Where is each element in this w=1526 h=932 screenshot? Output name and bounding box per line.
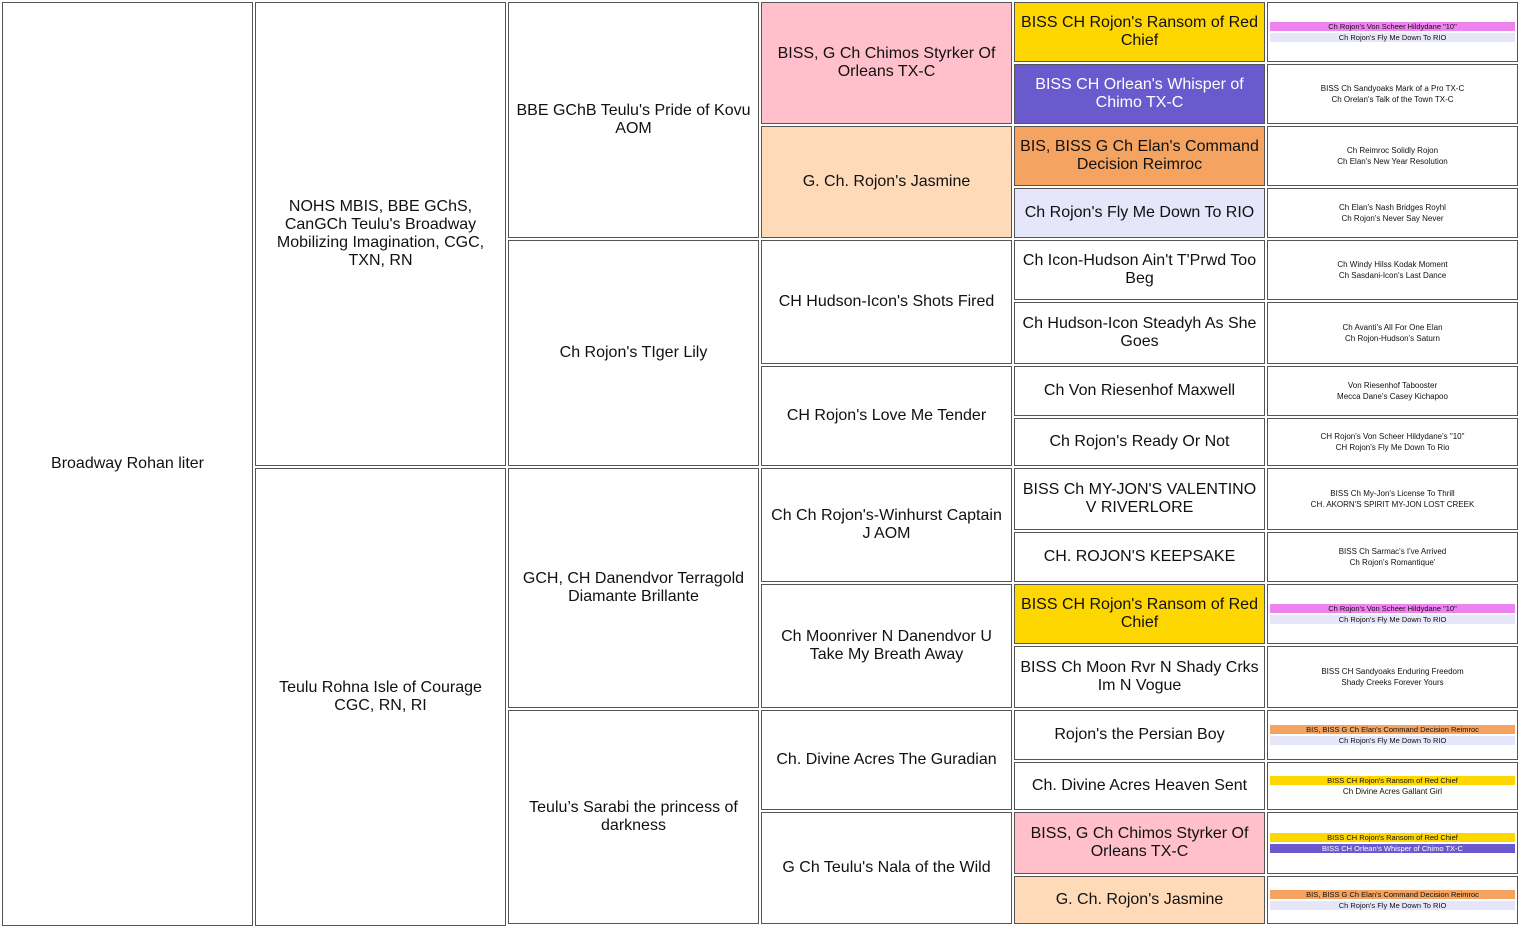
gen6-dam-name: Ch Rojon's Fly Me Down To RIO <box>1270 615 1515 624</box>
dog-name: BISS CH Rojon's Ransom of Red Chief <box>1021 14 1258 49</box>
gen6-sire-name: BISS Ch My-Jon's License To Thrill <box>1330 489 1455 498</box>
gen6-sire-name: Ch Avanti's All For One Elan <box>1342 323 1443 332</box>
gen4-cell <box>761 366 1012 466</box>
dog-name: G. Ch. Rojon's Jasmine <box>802 173 971 191</box>
gen3-cell <box>508 468 759 708</box>
gen6-dam-name: Ch Rojon's Fly Me Down To RIO <box>1270 33 1515 42</box>
gen6-cell <box>1267 762 1518 810</box>
dog-name: BISS, G Ch Chimos Styrker Of Orleans TX-C <box>1030 825 1249 860</box>
dog-name: Ch. Divine Acres Heaven Sent <box>1031 777 1248 795</box>
gen5-cell <box>1014 188 1265 238</box>
gen6-sire-name: BIS, BISS G Ch Elan's Command Decision Reimroc <box>1270 890 1515 899</box>
gen6-cell <box>1267 188 1518 238</box>
gen6-cell <box>1267 418 1518 466</box>
dog-name: BISS CH Rojon's Ransom of Red Chief <box>1021 596 1258 631</box>
gen6-dam-name: Ch Rojon-Hudson's Saturn <box>1345 334 1440 343</box>
gen6-sire-name: CH Rojon's Von Scheer Hildydane's "10" <box>1320 432 1465 441</box>
dog-name: G. Ch. Rojon's Jasmine <box>1055 891 1224 909</box>
dam-cell <box>255 468 506 926</box>
gen5-cell <box>1014 302 1265 364</box>
gen6-dam-name: BISS CH Orlean's Whisper of Chimo TX-C <box>1270 844 1515 853</box>
dog-name: Rojon's the Persian Boy <box>1054 726 1225 744</box>
gen6-dam-name: Ch Sasdani-Icon's Last Dance <box>1338 271 1447 280</box>
dog-name: Teulu Rohna Isle of Courage CGC, RN, RI <box>279 679 482 714</box>
gen4-cell <box>761 584 1012 708</box>
gen5-cell <box>1014 646 1265 708</box>
gen6-cell <box>1267 126 1518 186</box>
gen5-cell <box>1014 126 1265 186</box>
gen4-cell <box>761 812 1012 924</box>
gen6-dam-name: Ch Rojon's Fly Me Down To RIO <box>1270 901 1515 910</box>
gen6-dam-name: Ch Orelan's Talk of the Town TX-C <box>1331 95 1454 104</box>
gen6-cell <box>1267 64 1518 124</box>
gen6-sire-name: Ch Rojon's Von Scheer Hildydane "10" <box>1270 604 1515 613</box>
dog-name: Ch Rojon's Ready Or Not <box>1049 433 1230 451</box>
gen6-sire-name: BIS, BISS G Ch Elan's Command Decision Reimroc <box>1270 725 1515 734</box>
gen6-cell <box>1267 366 1518 416</box>
gen5-cell <box>1014 812 1265 874</box>
dog-name: BISS, G Ch Chimos Styrker Of Orleans TX-C <box>777 45 996 80</box>
gen6-sire-name: Ch Reimroc Solidly Rojon <box>1346 146 1439 155</box>
dog-name: Ch Icon-Hudson Ain't T'Prwd Too Beg <box>1022 252 1257 287</box>
gen6-cell <box>1267 468 1518 530</box>
dog-name: CH. ROJON'S KEEPSAKE <box>1043 548 1236 566</box>
gen6-cell <box>1267 812 1518 874</box>
dog-name: G Ch Teulu's Nala of the Wild <box>782 859 991 877</box>
gen5-cell <box>1014 584 1265 644</box>
gen3-cell <box>508 710 759 924</box>
gen6-dam-name: Shady Creeks Forever Yours <box>1341 678 1444 687</box>
gen6-dam-name: Ch Rojon's Fly Me Down To RIO <box>1270 736 1515 745</box>
gen3-cell <box>508 2 759 238</box>
gen6-sire-name: BISS CH Rojon's Ransom of Red Chief <box>1270 833 1515 842</box>
gen5-cell <box>1014 366 1265 416</box>
gen6-cell <box>1267 302 1518 364</box>
gen5-cell <box>1014 532 1265 582</box>
dog-name: Ch Ch Rojon's-Winhurst Captain J AOM <box>771 507 1002 542</box>
gen5-cell <box>1014 876 1265 924</box>
gen6-sire-name: Ch Rojon's Von Scheer Hildydane "10" <box>1270 22 1515 31</box>
subject-cell <box>2 2 253 926</box>
gen6-dam-name: CH. AKORN'S SPIRIT MY-JON LOST CREEK <box>1310 500 1475 509</box>
gen5-cell <box>1014 762 1265 810</box>
gen4-cell <box>761 240 1012 364</box>
gen6-sire-name: Ch Windy Hilss Kodak Moment <box>1337 260 1448 269</box>
dog-name: CH Rojon's Love Me Tender <box>786 407 987 425</box>
gen5-cell <box>1014 240 1265 300</box>
gen6-sire-name: BISS Ch Sandyoaks Mark of a Pro TX-C <box>1320 84 1465 93</box>
dog-name: BISS Ch MY-JON'S VALENTINO V RIVERLORE <box>1022 481 1257 516</box>
gen6-cell <box>1267 876 1518 924</box>
gen6-dam-name: CH Rojon's Fly Me Down To Rio <box>1335 443 1450 452</box>
dog-name: NOHS MBIS, BBE GChS, CanGCh Teulu's Broadway Mobilizing Imagination, CGC, TXN, RN <box>276 198 485 269</box>
dog-name: BISS CH Orlean's Whisper of Chimo TX-C <box>1035 76 1244 111</box>
gen6-cell <box>1267 2 1518 62</box>
dog-name: CH Hudson-Icon's Shots Fired <box>778 293 995 311</box>
dog-name: BISS Ch Moon Rvr N Shady Crks Im N Vogue <box>1020 659 1259 694</box>
dog-name: Broadway Rohan liter <box>51 455 204 473</box>
gen6-cell <box>1267 584 1518 644</box>
gen6-sire-name: Von Riesenhof Tabooster <box>1347 381 1438 390</box>
gen6-cell <box>1267 240 1518 300</box>
gen4-cell <box>761 2 1012 124</box>
dog-name: Ch Hudson-Icon Steadyh As She Goes <box>1022 315 1257 350</box>
dog-name: Ch Von Riesenhof Maxwell <box>1043 382 1236 400</box>
gen6-dam-name: Ch Rojon's Never Say Never <box>1341 214 1444 223</box>
gen6-cell <box>1267 710 1518 760</box>
gen6-dam-name: Mecca Dane's Casey Kichapoo <box>1337 392 1448 401</box>
gen6-sire-name: BISS CH Sandyoaks Enduring Freedom <box>1321 667 1464 676</box>
gen6-dam-name: Ch Rojon's Romantique' <box>1349 558 1436 567</box>
dog-name: GCH, CH Danendvor Terragold Diamante Brillante <box>522 570 745 605</box>
dog-name: Ch Moonriver N Danendvor U Take My Breath Away <box>781 628 992 663</box>
sire-cell <box>255 2 506 466</box>
gen5-cell <box>1014 468 1265 530</box>
gen6-sire-name: BISS Ch Sarmac's I've Arrived <box>1338 547 1447 556</box>
gen4-cell <box>761 126 1012 238</box>
dog-name: BIS, BISS G Ch Elan's Command Decision Reimroc <box>1020 138 1259 173</box>
gen5-cell <box>1014 2 1265 62</box>
gen6-sire-name: Ch Elan's Nash Bridges Royhl <box>1339 203 1446 212</box>
gen6-cell <box>1267 646 1518 708</box>
dog-name: Ch. Divine Acres The Guradian <box>776 751 997 769</box>
dog-name: Teulu’s Sarabi the princess of darkness <box>529 799 738 834</box>
gen5-cell <box>1014 64 1265 124</box>
gen4-cell <box>761 710 1012 810</box>
gen5-cell <box>1014 710 1265 760</box>
dog-name: Ch Rojon's TIger Lily <box>559 344 708 362</box>
gen6-dam-name: Ch Elan's New Year Resolution <box>1337 157 1448 166</box>
gen6-cell <box>1267 532 1518 582</box>
dog-name: Ch Rojon's Fly Me Down To RIO <box>1024 204 1255 222</box>
gen5-cell <box>1014 418 1265 466</box>
gen6-sire-name: BISS CH Rojon's Ransom of Red Chief <box>1270 776 1515 785</box>
gen3-cell <box>508 240 759 466</box>
gen4-cell <box>761 468 1012 582</box>
dog-name: BBE GChB Teulu's Pride of Kovu AOM <box>516 102 751 137</box>
gen6-dam-name: Ch Divine Acres Gallant Girl <box>1342 787 1443 796</box>
